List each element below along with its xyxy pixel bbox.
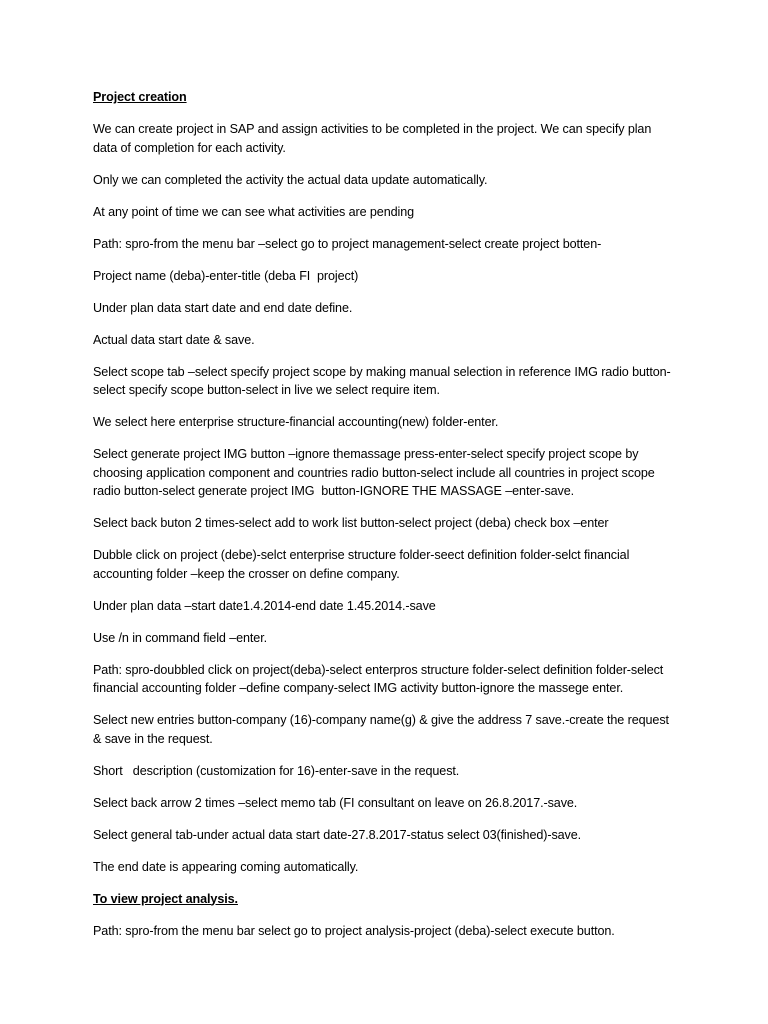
- section-heading-project-analysis: To view project analysis.: [93, 891, 238, 906]
- section-heading-project-creation: Project creation: [93, 90, 187, 104]
- paragraph-intro: We can create project in SAP and assign activities to be completed in the project. We can specify plan data of completion for each activity.: [93, 122, 655, 155]
- paragraph-command-field: Use /n in command field –enter.: [93, 630, 268, 645]
- paragraph-end-date: The end date is appearing coming automatically.: [93, 859, 359, 874]
- paragraph-memo-tab: Select back arrow 2 times –select memo tab (FI consultant on leave on 26.8.2017.-save.: [93, 795, 578, 810]
- paragraph-pending: At any point of time we can see what activities are pending: [93, 204, 415, 219]
- paragraph-path-define-company: Path: spro-doubbled click on project(deba)-select enterpros structure folder-select definition folder-select financial accounting folder –define company-select IMG activity button-ignore the massege enter.: [93, 662, 667, 695]
- paragraph-back-button: Select back buton 2 times-select add to work list button-select project (deba) check box –enter: [93, 516, 609, 530]
- paragraph-general-tab: Select general tab-under actual data start date-27.8.2017-status select 03(finished)-save.: [93, 827, 582, 842]
- paragraph-enterprise-structure: We select here enterprise structure-financial accounting(new) folder-enter.: [93, 415, 499, 429]
- paragraph-new-entries: Select new entries button-company (16)-company name(g) & give the address 7 save.-create the request & save in the request.: [93, 713, 673, 746]
- paragraph-actual-start: Actual data start date & save.: [93, 332, 255, 347]
- paragraph-plan-data: Under plan data start date and end date define.: [93, 300, 353, 315]
- paragraph-short-description: Short description (customization for 16)-enter-save in the request.: [93, 763, 460, 778]
- paragraph-generate-img: Select generate project IMG button –ignore themassage press-enter-select specify project scope by choosing application component and countries radio button-select include all countries in project scope radio button-select generate project IMG button-IGNORE THE MASSAGE –enter-save.: [93, 447, 659, 498]
- paragraph-actual-data: Only we can completed the activity the actual data update automatically.: [93, 172, 488, 187]
- paragraph-double-click: Dubble click on project (debe)-selct enterprise structure folder-seect definition folder-selct financial accounting folder –keep the crosser on define company.: [93, 548, 633, 581]
- paragraph-scope-tab: Select scope tab –select specify project scope by making manual selection in reference IMG radio button-select specify scope button-select in live we select require item.: [93, 364, 671, 397]
- paragraph-plan-dates: Under plan data –start date1.4.2014-end date 1.45.2014.-save: [93, 598, 436, 613]
- paragraph-project-name: Project name (deba)-enter-title (deba FI project): [93, 268, 359, 283]
- paragraph-path-create: Path: spro-from the menu bar –select go to project management-select create project botten-: [93, 236, 602, 251]
- paragraph-path-analysis: Path: spro-from the menu bar select go to project analysis-project (deba)-select execute button.: [93, 923, 615, 938]
